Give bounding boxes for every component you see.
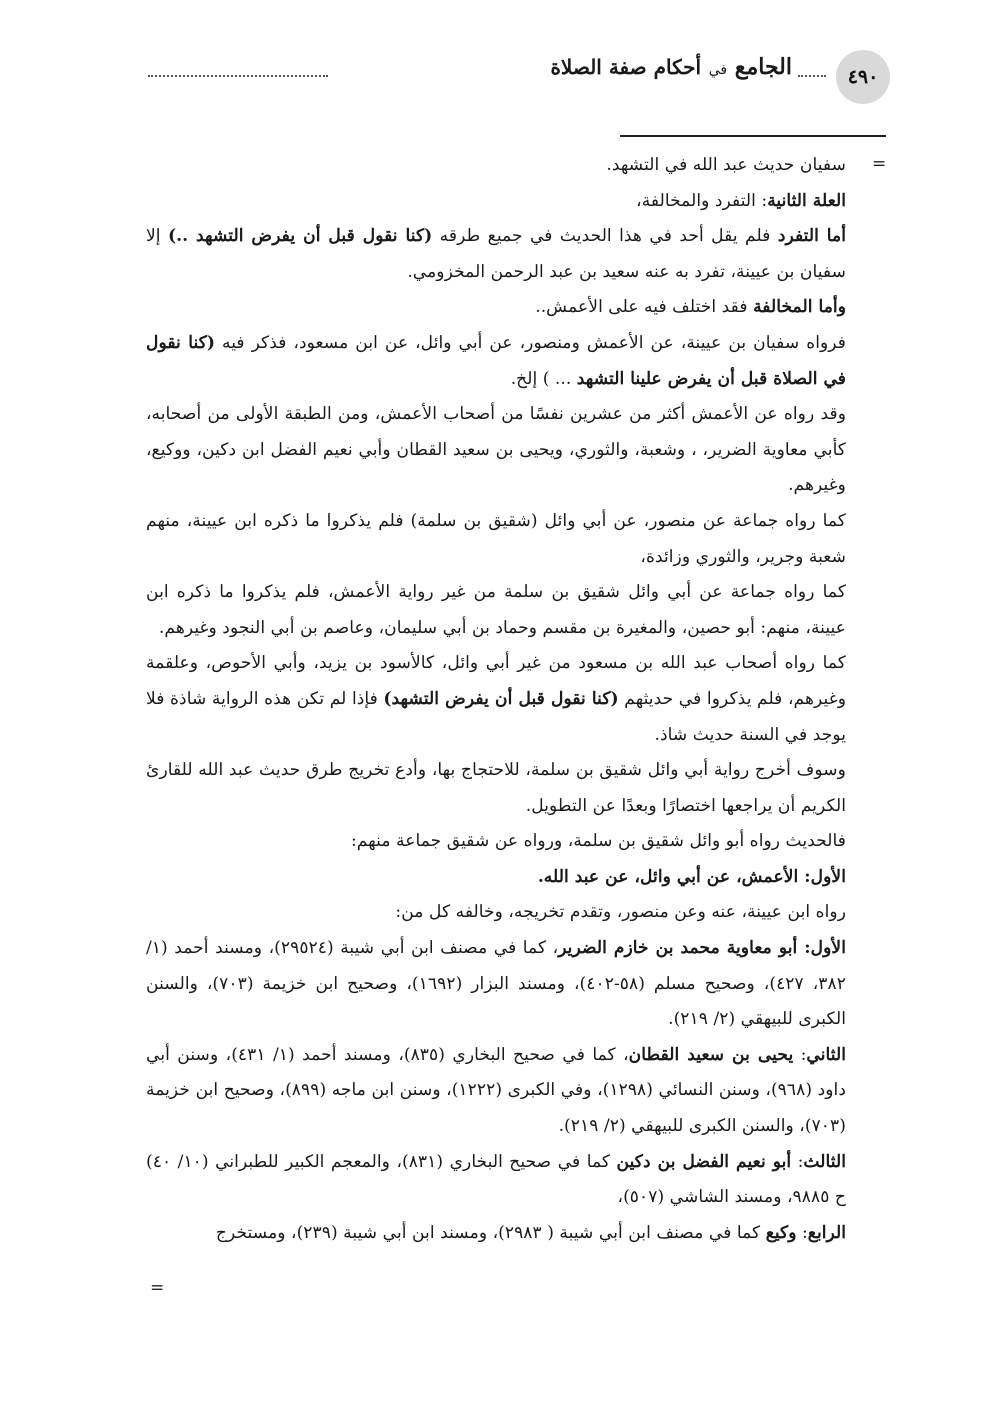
paragraph xyxy=(146,824,846,860)
text-run: فإذا لم تكن هذه الرواية شاذة فلا يوجد في السنة حديث شاذ. xyxy=(146,688,846,745)
paragraph xyxy=(146,1038,846,1145)
paragraph xyxy=(146,860,846,896)
text-run: إلا سفيان بن عيينة، تفرد به عنه سعيد بن عبد الرحمن المخزومي. xyxy=(146,226,846,282)
bold-text-run: العلة الثانية xyxy=(767,190,846,211)
text-run: كما في صحيح البخاري (٨٣١)، والمعجم الكبير للطبراني (١٠/ ٤٠) ح ٩٨٨٥، ومسند الشاشي (٥٠٧)، xyxy=(146,1151,846,1208)
text-run: فالحديث رواه أبو وائل شقيق بن سلمة، ورواه عن شقيق جماعة منهم: xyxy=(351,831,846,852)
text-run: وقد رواه عن الأعمش أكثر من عشرين نفسًا من أصحاب الأعمش، ومن الطبقة الأولى من أصحابه، كأبي معاوية الضرير، ، وشعبة، والثوري، ويحيى بن سعيد القطان وأبي نعيم الفضل ابن دكين، ووكيع، وغيرهم. xyxy=(146,404,846,496)
paragraph xyxy=(146,326,846,397)
book-title-connector: في xyxy=(708,62,728,78)
footnote-separator-rule xyxy=(620,135,886,137)
text-run: كما في مصنف ابن أبي شيبة ( ٢٩٨٣)، ومسند ابن أبي شيبة (٢٣٩)، ومستخرج xyxy=(215,1222,766,1243)
bold-text-run: أبو نعيم الفضل بن دكين xyxy=(616,1151,792,1172)
text-run: كما رواه أصحاب عبد الله بن مسعود من غير أبي وائل، كالأسود بن يزيد، وأبي الأحوص، وعلقمة وغيرهم، فلم يذكروا في حديثهم xyxy=(146,653,846,709)
bold-text-run: الأول: الأعمش، عن أبي وائل، عن عبد الله. xyxy=(537,866,846,887)
text-run: سفيان حديث عبد الله في التشهد. xyxy=(606,155,846,175)
footnote-body xyxy=(146,148,846,1251)
paragraph xyxy=(146,219,846,290)
bold-text-run: (كنا نقول في الصلاة قبل أن يفرض علينا التشهد xyxy=(146,332,846,389)
text-run: فرواه سفيان بن عيينة، عن الأعمش ومنصور، عن أبي وائل، عن ابن مسعود، فذكر فيه xyxy=(215,332,846,353)
text-run: : التفرد والمخالفة، xyxy=(636,190,768,211)
bold-text-run: (كنا نقول قبل أن يفرض التشهد ..) xyxy=(167,226,433,247)
paragraph xyxy=(146,1145,846,1216)
text-run: : xyxy=(791,1151,804,1172)
bold-text-run: يحيى بن سعيد القطان xyxy=(628,1044,794,1065)
paragraph xyxy=(146,575,846,646)
bold-text-run: وأما المخالفة xyxy=(753,297,846,318)
text-run: : xyxy=(796,1222,808,1243)
text-run: ، كما في مصنف ابن أبي شيبة (٢٩٥٢٤)، ومسند أحمد (١/ ٣٨٢، ٤٢٧)، وصحيح مسلم (٥٨-٤٠٢)، ومسند البزار (١٦٩٢)، وصحيح ابن خزيمة (٧٠٣)، والسنن الكبرى للبيهقي (٢/ ٢١٩). xyxy=(146,938,846,1030)
bold-text-run: وكيع xyxy=(765,1222,797,1243)
page-header xyxy=(140,44,890,100)
continuation-marker-bottom: = xyxy=(150,1278,165,1298)
bold-text-run: الأول: xyxy=(797,938,846,959)
text-run: فقد اختلف فيه على الأعمش.. xyxy=(535,297,754,318)
text-run: ... ) إلخ. xyxy=(510,368,577,389)
text-run: وسوف أخرج رواية أبي وائل شقيق بن سلمة، للاحتجاج بها، وأدع تخريج طرق حديث عبد الله للقارئ الكريم أن يراجعها اختصارًا وبعدًا عن التطويل. xyxy=(146,760,846,816)
continuation-marker-top: = xyxy=(872,154,887,174)
paragraph xyxy=(146,397,846,504)
book-title xyxy=(550,54,792,80)
text-run: كما رواه جماعة عن أبي وائل شقيق بن سلمة من غير رواية الأعمش، فلم يذكروا ما ذكره ابن عيينة، منهم: أبو حصين، والمغيرة بن مقسم وحماد بن أبي سليمان، وعاصم بن أبي النجود وغيرهم. xyxy=(146,582,846,638)
paragraph xyxy=(146,184,846,220)
paragraph xyxy=(146,895,846,931)
paragraph xyxy=(146,1216,846,1252)
paragraph xyxy=(146,504,846,575)
bold-text-run: الثاني xyxy=(806,1044,846,1065)
paragraph xyxy=(146,290,846,326)
text-run: : xyxy=(793,1044,807,1065)
bold-text-run: أبو معاوية محمد بن خازم الضرير xyxy=(558,938,798,959)
bold-text-run: الرابع xyxy=(807,1222,846,1243)
text-run: كما رواه جماعة عن منصور، عن أبي وائل (شقيق بن سلمة) فلم يذكروا ما ذكره ابن عيينة، منهم شعبة وجرير، والثوري وزائدة، xyxy=(146,510,846,567)
text-run: ، كما في صحيح البخاري (٨٣٥)، ومسند أحمد (١/ ٤٣١)، وسنن أبي داود (٩٦٨)، وسنن النسائي (١٢٩٨)، وفي الكبرى (١٢٢٢)، وسنن ابن ماجه (٨٩٩)، وصحيح ابن خزيمة (٧٠٣)، والسنن الكبرى للبيهقي (٢/ ٢١٩). xyxy=(146,1044,846,1137)
text-run: فلم يقل أحد في هذا الحديث في جميع طرقه xyxy=(432,226,778,247)
paragraph xyxy=(146,753,846,824)
page-number-badge: ٤٩٠ xyxy=(836,50,890,104)
text-run: رواه ابن عيينة، عنه وعن منصور، وتقدم تخريجه، وخالفه كل من: xyxy=(395,902,846,923)
bold-text-run: أما التفرد xyxy=(777,226,846,247)
header-dotted-rule-right xyxy=(798,75,826,77)
book-title-main: الجامع xyxy=(734,54,792,80)
header-dotted-rule-left xyxy=(148,75,328,77)
bold-text-run: الثالث xyxy=(803,1151,846,1172)
paragraph xyxy=(146,931,846,1038)
bold-text-run: (كنا نقول قبل أن يفرض التشهد) xyxy=(383,688,619,709)
paragraph xyxy=(146,148,846,184)
book-title-rest: أحكام صفة الصلاة xyxy=(550,55,702,79)
paragraph xyxy=(146,646,846,753)
